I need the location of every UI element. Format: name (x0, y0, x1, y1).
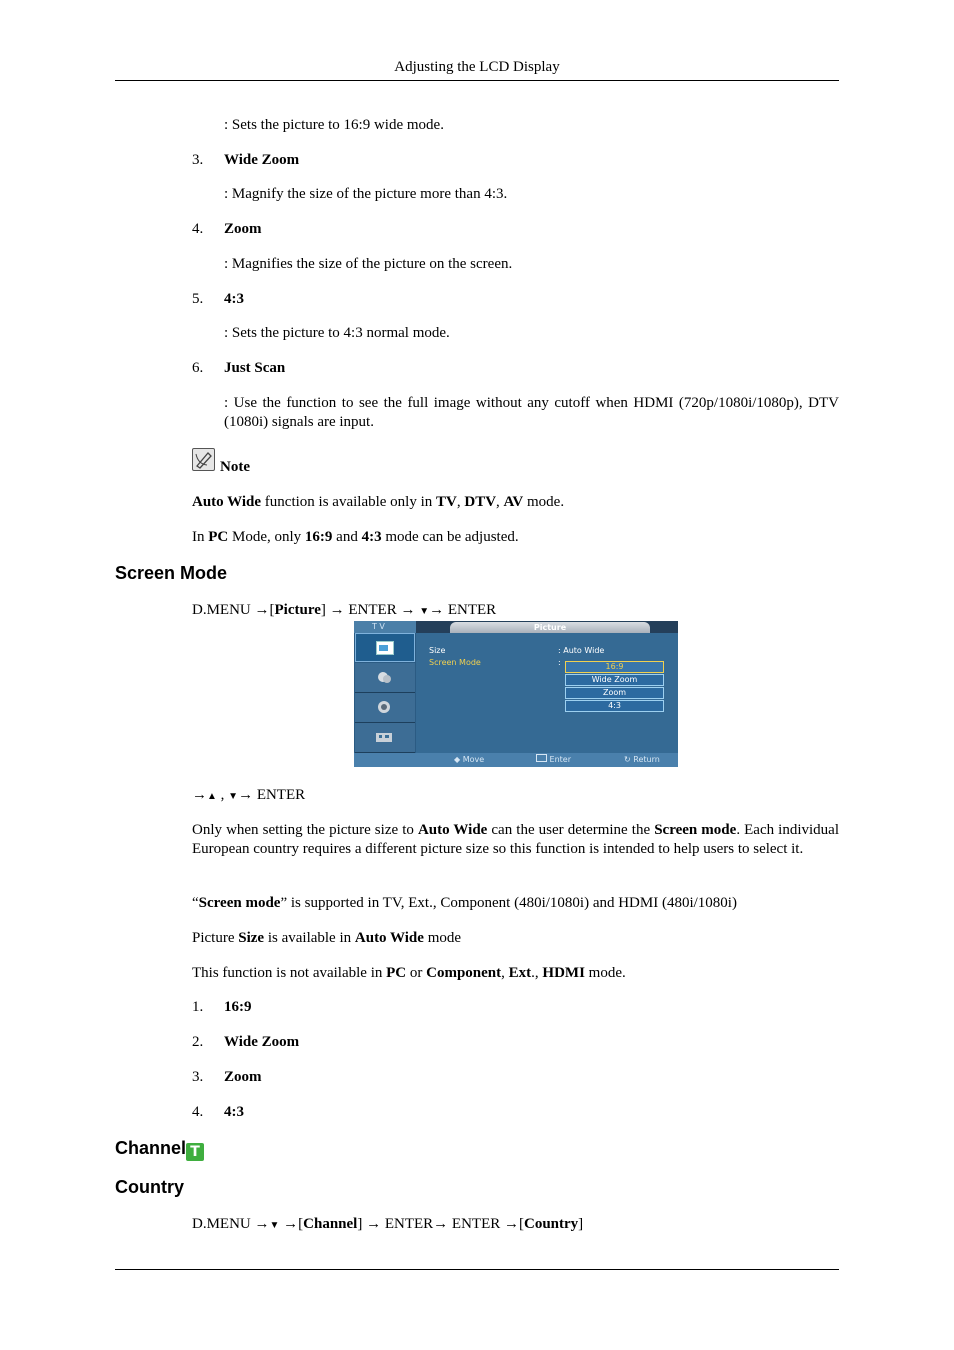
list-number: 1. (192, 999, 204, 1015)
screen-mode-paragraph-2: “Screen mode” is supported in TV, Ext., Component (480i/1080i) and HDMI (480i/1080i) (192, 895, 737, 911)
osd-screen-mode-colon: : (558, 658, 561, 667)
list-item-desc: : Sets the picture to 4:3 normal mode. (224, 325, 450, 341)
list-item-label: Wide Zoom (224, 1034, 300, 1050)
screen-mode-paragraph-1: Only when setting the picture size to Auto Wide can the user determine the Screen mode. Each individual European country requires a different picture size so this function is intended to help users to select it. (192, 822, 840, 857)
footer-rule (115, 1269, 839, 1270)
tv-mode-icon: T (186, 1143, 204, 1161)
list-item-label: 4:3 (224, 1104, 244, 1120)
note-line-2: In PC Mode, only 16:9 and 4:3 mode can be adjusted. (192, 529, 519, 545)
osd-option-4-3: 4:3 (565, 700, 664, 712)
sound-icon (375, 670, 393, 684)
page-header: Adjusting the LCD Display (394, 59, 560, 75)
list-item-label: 4:3 (224, 291, 244, 307)
setup-icon (375, 700, 393, 714)
osd-screen-mode-label: Screen Mode (429, 658, 481, 667)
list-number: 4. (192, 1104, 204, 1120)
osd-enter-hint: Enter (536, 754, 571, 766)
list-item-desc: : Magnifies the size of the picture on the screen. (224, 256, 513, 272)
note-label: Note (220, 459, 250, 475)
down-arrow-icon: ▼ (228, 791, 239, 802)
list-item-label: Wide Zoom (224, 152, 300, 168)
note-icon (192, 448, 215, 471)
list-number: 6. (192, 360, 204, 376)
osd-move-hint: ◆ Move (454, 755, 485, 764)
osd-sidebar-setup (355, 693, 415, 723)
list-item-label: Zoom (224, 1069, 262, 1085)
list-item-desc: : Use the function to see the full image without any cutoff when HDMI (720p/1080i/1080p), DTV (1080i) signals are input. (224, 395, 839, 430)
list-number: 4. (192, 221, 204, 237)
osd-title: Picture (450, 622, 650, 633)
list-item-label: Just Scan (224, 360, 286, 376)
osd-tv-tab: T V (354, 621, 416, 633)
nav-instruction: →▲ , ▼→ ENTER (192, 787, 306, 803)
picture-icon (376, 641, 394, 655)
osd-return-hint: ↻ Return (624, 755, 660, 764)
osd-sidebar-picture (355, 633, 415, 662)
osd-option-wide-zoom: Wide Zoom (565, 674, 664, 686)
section-heading-screen-mode: Screen Mode (115, 563, 228, 583)
list-item-label: 16:9 (224, 999, 252, 1015)
list-item-label: Zoom (224, 221, 262, 237)
osd-size-value: : Auto Wide (558, 646, 605, 655)
osd-sidebar-sound (355, 663, 415, 693)
menu-path: D.MENU →[Picture] → ENTER → ▼→ ENTER (192, 602, 497, 618)
screen-mode-paragraph-4: This function is not available in PC or Component, Ext., HDMI mode. (192, 965, 626, 981)
osd-menu-screenshot (354, 621, 678, 767)
list-number: 2. (192, 1034, 204, 1050)
osd-option-16-9: 16:9 (565, 661, 664, 673)
return-icon: ↻ (624, 755, 631, 764)
list-number: 3. (192, 1069, 204, 1085)
screen-mode-paragraph-3: Picture Size is available in Auto Wide mode (192, 930, 462, 946)
header-rule (115, 80, 839, 81)
down-arrow-icon: ▼ (419, 606, 430, 617)
down-arrow-icon: ▼ (269, 1220, 280, 1231)
country-menu-path: D.MENU →▼ →[Channel] → ENTER→ ENTER →[Country] (192, 1216, 584, 1232)
enter-icon (536, 754, 547, 762)
list-item-desc: : Sets the picture to 16:9 wide mode. (224, 117, 444, 133)
up-arrow-icon: ▲ (207, 791, 217, 802)
input-icon (375, 730, 393, 744)
note-line-1: Auto Wide function is available only in TV, DTV, AV mode. (192, 494, 565, 510)
osd-sidebar (354, 633, 416, 753)
osd-option-zoom: Zoom (565, 687, 664, 699)
section-heading-country: Country (115, 1177, 184, 1197)
list-number: 5. (192, 291, 204, 307)
section-heading-channel: Channel T (115, 1138, 204, 1161)
osd-sidebar-input (355, 723, 415, 753)
list-item-desc: : Magnify the size of the picture more than 4:3. (224, 186, 508, 202)
list-number: 3. (192, 152, 204, 168)
osd-size-label: Size (429, 646, 446, 655)
